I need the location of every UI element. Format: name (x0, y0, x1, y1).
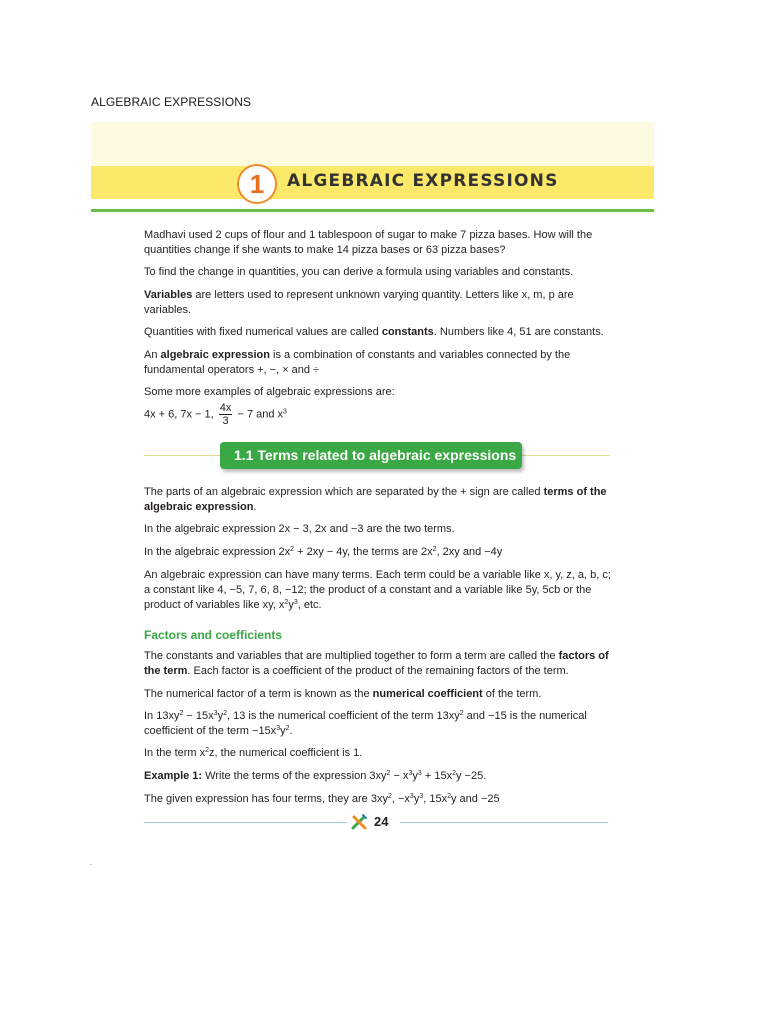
term-variables: Variables (144, 289, 193, 301)
document-header: ALGEBRAIC EXPRESSIONS (91, 95, 252, 109)
intro-paragraph-examples: Some more examples of algebraic expressions are: (144, 386, 395, 398)
section-heading-pill (220, 442, 522, 469)
intro-paragraph-1: Madhavi used 2 cups of flour and 1 tablespoon of sugar to make 7 pizza bases. How will the quantities change if she wants to make 14 pizza bases or 63 pizza bases? (144, 229, 593, 256)
factors-paragraph-example-13xy2: In $13xy^2 - 15x^3y^2$, 13 is the numerical coefficient of the term $13xy^2$ and −15 is the numerical coefficient of the term $-15x^3y^2$. (144, 710, 587, 737)
factors-heading: Factors and coefficients (144, 628, 283, 642)
factors-paragraph-numerical-coefficient: The numerical factor of a term is known as the numerical coefficient of the term. (144, 688, 542, 700)
intro-paragraph-2: To find the change in quantities, you can derive a formula using variables and constants. (144, 266, 574, 278)
chapter-band-top (91, 122, 654, 166)
fraction-4x-over-3: $\frac{4x}{3}$ (219, 402, 232, 427)
textbook-page (91, 122, 654, 840)
section-title: 1.1 Terms related to algebraic expressions (234, 447, 517, 463)
example-1-answer: The given expression has four terms, they are $3xy^2$, $-x^3y^3$, $15x^2y$ and −25 (144, 793, 500, 805)
section-paragraph-example-2x2: In the algebraic expression $2x^2 + 2xy - 4y$, the terms are $2x^2$, 2xy and −4y (144, 546, 503, 558)
example-1-question: Example 1: Write the terms of the expression $3xy^2 - x^3y^3 + 15x^2y -25$. (144, 770, 487, 782)
intro-paragraph-algebraic-expression: An algebraic expression is a combination of constants and variables connected by the fundamental operators +, −, × and ÷ (144, 349, 571, 376)
footer-rule-right (400, 822, 608, 823)
footer-rule-left (144, 822, 347, 823)
chapter-rule (91, 209, 654, 212)
example-expressions: 4x + 6, 7x − 1, $\frac{4x}{3}$ − 7 and $x^3$ (144, 402, 287, 427)
chapter-title: ALGEBRAIC EXPRESSIONS (287, 171, 559, 191)
term-numerical-coefficient: numerical coefficient (372, 688, 483, 700)
section-paragraph-terms: The parts of an algebraic expression which are separated by the + sign are called terms of the algebraic expression. (144, 486, 607, 513)
intro-paragraph-variables: Variables are letters used to represent unknown varying quantity. Letters like x, m, p are variables. (144, 289, 574, 316)
chapter-number-badge: 1 (237, 164, 277, 204)
pencil-cross-icon (350, 813, 368, 831)
section-paragraph-many-terms: An algebraic expression can have many terms. Each term could be a variable like x, y, z, a, b, c; a constant like 4, −5, 7, 6, 8, −12; the product of a constant and a variable like 5y, 5cb or the product of variables like xy, $x^2y^3$, etc. (144, 569, 611, 611)
factors-paragraph-x2z: In the term $x^2z$, the numerical coefficient is 1. (144, 747, 363, 759)
factors-paragraph-1: The constants and variables that are multiplied together to form a term are called the factors of the term. Each factor is a coefficient of the product of the remaining factors of the term. (144, 650, 609, 677)
stray-mark (90, 864, 92, 865)
term-constants: constants (381, 326, 434, 338)
intro-paragraph-constants: Quantities with fixed numerical values are called constants. Numbers like 4, 51 are constants. (144, 326, 604, 338)
term-terms-of-expression: terms of the algebraic expression (144, 486, 607, 513)
page-number: 24 (374, 814, 389, 829)
term-algebraic-expression: algebraic expression (160, 349, 270, 361)
term-factors-of-term: factors of the term (144, 650, 609, 677)
section-paragraph-example-2x: In the algebraic expression 2x − 3, 2x and −3 are the two terms. (144, 523, 455, 535)
example-1-label: Example 1: (144, 770, 203, 782)
